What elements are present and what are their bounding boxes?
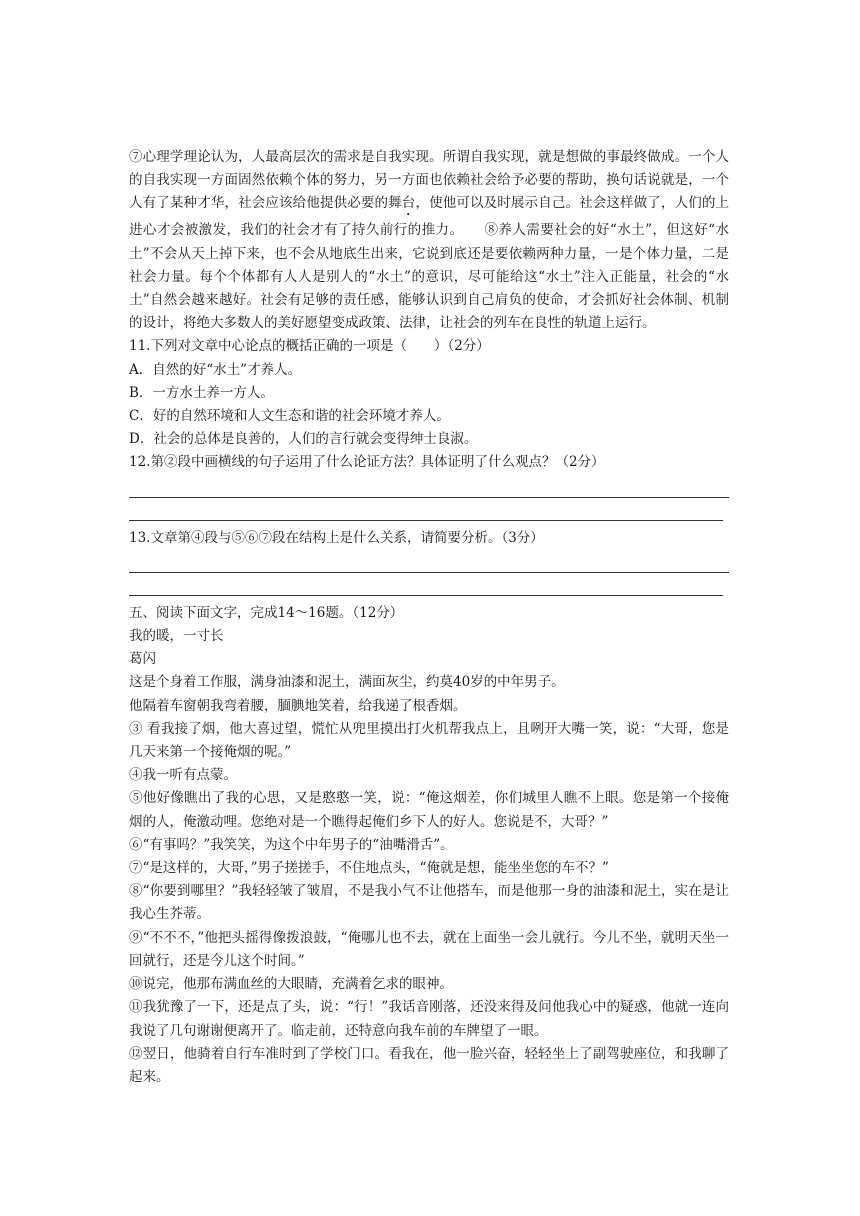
question-11-option-d: D．社会的总体是良善的，人们的言行就会变得绅士良淑。 [129,431,478,448]
document-page [129,146,729,1089]
question-12-stem: 12.第②段中画横线的句子运用了什么论证方法？具体证明了什么观点？（2分） [129,454,605,471]
story-paragraph: ⑥“有事吗？”我笑笑，为这个中年男子的“油嘴滑舌”。 [129,836,454,853]
question-11 [129,335,729,451]
answer-line[interactable] [129,550,729,573]
story-paragraph: ⑪我犹豫了一下，还是点了头，说：“行！”我话音刚落，还没来得及问他我心中的疑惑，他就一连向我说了几句谢谢便离开了。临走前，还特意向我车前的车牌望了一眼。 [129,999,729,1039]
paragraph-8-text: ，使他可以及时展示自己。社会这样做了，人们的上进心才会被激发，我们的社会才有了持久前行的推力。 ⑧养人需要社会的好“水土”，但这好“水土”不会从天上掉下来，也不会从地底生出来，它说到底还是要依赖两种力量，一是个体力量，二是社会力量。每个个体都有人人是别人的“水土”的意识，尽可能给这“水土”注入正能量，社会的“水土”自然会越来越好。社会有足够的责任感，能够认识到自己肩负的使命，才会抓好社会体制、机制的设计，将绝大多数人的美好愿望变成政策、法律，让社会的列车在良性的轨道上运行。 [129,195,730,332]
story-paragraph: ③ 看我接了烟，他大喜过望，慌忙从兜里摸出打火机帮我点上，且咧开大嘴一笑，说：“大哥，您是几天来第一个接俺烟的呢。” [129,720,729,761]
story-author: 葛闪 [129,651,156,668]
story-paragraph: ⑤他好像瞧出了我的心思，又是憨憨一笑，说：“俺这烟差，你们城里人瞧不上眼。您是第一个接俺烟的人，俺激动哩。您绝对是一个瞧得起俺们乡下人的好人。您说是不，大哥？” [129,790,729,830]
question-12 [129,451,729,520]
story-paragraph: 这是个身着工作服，满身油漆和泥土，满面灰尘，约莫40岁的中年男子。 [129,674,565,691]
answer-line[interactable] [129,498,723,521]
question-13 [129,527,729,596]
paragraph-7-text: ⑦心理学理论认为，人最高层次的需求是自我实现。所谓自我实现，就是想做的事最终做成。一个人的自我实现一方面固然依赖个体的努力，另一方面也依赖社会给予必要的帮助，换句话说就是，一个人有了某种才华，社会应该给他提供必要的舞 [129,149,729,212]
question-11-option-c: C．好的自然环境和人文生态和谐的社会环境才养人。 [129,408,450,425]
question-11-option-b: B．一方水土养一方人。 [129,384,274,401]
emphasis-dot-char: 台 [401,195,416,212]
section-5-heading: 五、阅读下面文字，完成14～16题。（12分） [129,604,404,621]
story-paragraph: 他隔着车窗朝我弯着腰，腼腆地笑着，给我递了根香烟。 [129,697,467,714]
question-11-stem: 11.下列对文章中心论点的概括正确的一项是（ ）（2分） [129,338,490,355]
story-paragraph: ⑨“不不不，”他把头摇得像拨浪鼓，“俺哪儿也不去，就在上面坐一会儿就行。今儿不坐，就明天坐一回就行，还是今儿这个时间。” [129,929,729,969]
story-paragraph: ④我一听有点蒙。 [129,767,237,784]
story-paragraph: ⑦“是这样的，大哥，”男子搓搓手，不住地点头，“俺就是想，能坐坐您的车不？” [129,860,609,877]
answer-line[interactable] [129,573,723,596]
story-paragraph: ⑧“你要到哪里？”我轻轻皱了皱眉，不是我小气不让他搭车，而是他那一身的油漆和泥土，实在是让我心生芥蒂。 [129,883,729,923]
answer-line[interactable] [129,475,729,498]
paragraph-7-8 [129,146,729,335]
story-title: 我的暖，一寸长 [129,628,224,645]
story-paragraph: ⑫翌日，他骑着自行车准时到了学校门口。看我在，他一脸兴奋，轻轻坐上了副驾驶座位，和我聊了起来。 [129,1045,729,1085]
section-5 [129,602,729,1089]
question-11-option-a: A．自然的好“水土”才养人。 [129,361,302,378]
story-paragraph: ⑩说完，他那布满血丝的大眼睛，充满着乞求的眼神。 [129,976,453,993]
question-13-stem: 13.文章第④段与⑤⑥⑦段在结构上是什么关系，请简要分析。（3分） [129,529,544,546]
